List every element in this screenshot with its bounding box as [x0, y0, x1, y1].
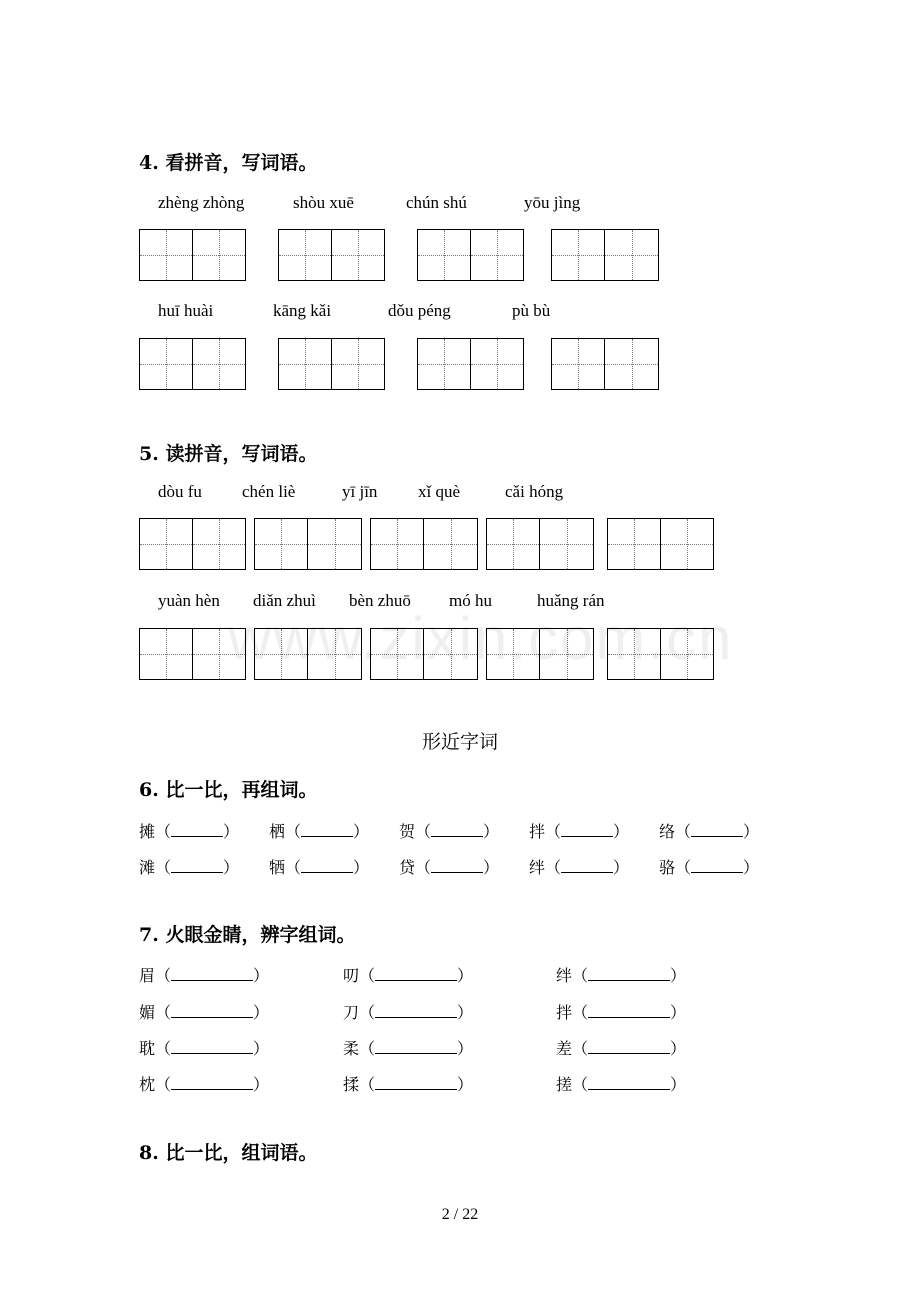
char-blank-item: 拌（ ） [529, 822, 630, 841]
char-blank-item: 媚（ ） [139, 1003, 270, 1022]
answer-blank[interactable] [431, 858, 483, 873]
answer-blank[interactable] [561, 858, 613, 873]
page-number: 2 / 22 [441, 1206, 479, 1223]
answer-blank[interactable] [588, 1039, 670, 1054]
pinyin-label: mó hu [449, 591, 492, 610]
pinyin-label: xǐ què [418, 482, 461, 501]
pinyin-label: yuàn hèn [158, 591, 220, 610]
pinyin-label: diǎn zhuì [253, 591, 316, 610]
pinyin-label: dòu fu [158, 482, 202, 501]
question-5-title: 5. 读拼音，写词语。 [139, 443, 318, 465]
answer-blank[interactable] [171, 1039, 253, 1054]
pinyin-label: zhèng zhòng [158, 193, 245, 212]
char-blank-item: 耽（ ） [139, 1039, 270, 1058]
answer-blank[interactable] [301, 822, 353, 837]
pinyin-label: cǎi hóng [505, 482, 564, 501]
char-blank-item: 拌（ ） [556, 1003, 687, 1022]
char-blank-item: 眉（ ） [139, 966, 270, 985]
answer-blank[interactable] [588, 1075, 670, 1090]
pinyin-label: chén liè [242, 482, 296, 501]
pinyin-label: yōu jìng [524, 193, 581, 212]
char-blank-item: 骆（ ） [659, 858, 760, 877]
char-blank-item: 枕（ ） [139, 1075, 270, 1094]
answer-blank[interactable] [588, 1003, 670, 1018]
answer-blank[interactable] [171, 966, 253, 981]
answer-blank[interactable] [171, 822, 223, 837]
answer-blank[interactable] [561, 822, 613, 837]
answer-blank[interactable] [375, 1003, 457, 1018]
writing-grid[interactable] [278, 338, 385, 390]
answer-blank[interactable] [691, 858, 743, 873]
writing-grid[interactable] [278, 229, 385, 281]
answer-blank[interactable] [375, 1075, 457, 1090]
writing-grid[interactable] [551, 338, 659, 390]
pinyin-label: dǒu péng [388, 301, 451, 320]
question-6-title: 6. 比一比，再组词。 [139, 779, 318, 801]
answer-blank[interactable] [171, 1075, 253, 1090]
char-blank-item: 搓（ ） [556, 1075, 687, 1094]
pinyin-label: huī huài [158, 301, 214, 320]
char-blank-item: 贺（ ） [399, 822, 500, 841]
char-blank-item: 摊（ ） [139, 822, 240, 841]
pinyin-label: pù bù [512, 301, 551, 320]
char-blank-item: 绊（ ） [556, 966, 687, 985]
writing-grid[interactable] [607, 518, 714, 570]
char-blank-item: 叨（ ） [343, 966, 474, 985]
writing-grid[interactable] [551, 229, 659, 281]
question-7-title: 7. 火眼金睛，辨字组词。 [139, 924, 356, 946]
answer-blank[interactable] [171, 1003, 253, 1018]
section-title: 形近字词 [421, 731, 498, 753]
writing-grid[interactable] [417, 229, 524, 281]
writing-grid[interactable] [139, 229, 246, 281]
answer-blank[interactable] [301, 858, 353, 873]
char-blank-item: 差（ ） [556, 1039, 687, 1058]
question-8-title: 8. 比一比，组词语。 [139, 1142, 318, 1164]
answer-blank[interactable] [171, 858, 223, 873]
answer-blank[interactable] [588, 966, 670, 981]
pinyin-label: kāng kǎi [273, 301, 332, 320]
char-blank-item: 揉（ ） [343, 1075, 474, 1094]
answer-blank[interactable] [691, 822, 743, 837]
char-blank-item: 牺（ ） [269, 858, 370, 877]
char-blank-item: 栖（ ） [269, 822, 370, 841]
writing-grid[interactable] [139, 338, 246, 390]
char-blank-item: 绊（ ） [529, 858, 630, 877]
writing-grid[interactable] [370, 518, 478, 570]
char-blank-item: 滩（ ） [139, 858, 240, 877]
pinyin-label: bèn zhuō [349, 591, 411, 610]
char-blank-item: 贷（ ） [399, 858, 500, 877]
watermark: www.zixin.com.cn [228, 605, 734, 672]
pinyin-label: chún shú [406, 193, 467, 212]
answer-blank[interactable] [431, 822, 483, 837]
char-blank-item: 络（ ） [659, 822, 760, 841]
answer-blank[interactable] [375, 966, 457, 981]
writing-grid[interactable] [139, 518, 246, 570]
writing-grid[interactable] [254, 518, 362, 570]
pinyin-label: yī jīn [342, 482, 378, 501]
char-blank-item: 刀（ ） [343, 1003, 474, 1022]
question-4-title: 4. 看拼音，写词语。 [139, 152, 318, 174]
char-blank-item: 柔（ ） [343, 1039, 474, 1058]
pinyin-label: shòu xuē [293, 193, 354, 212]
answer-blank[interactable] [375, 1039, 457, 1054]
writing-grid[interactable] [417, 338, 524, 390]
pinyin-label: huǎng rán [537, 591, 605, 610]
writing-grid[interactable] [486, 518, 594, 570]
